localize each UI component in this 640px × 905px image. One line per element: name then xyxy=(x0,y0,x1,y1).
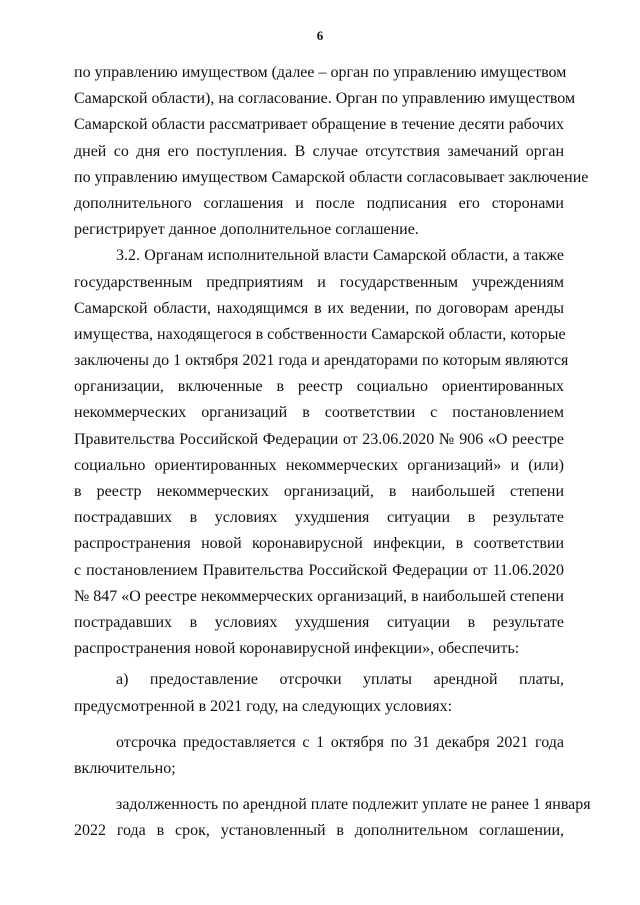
text-line: 2022 года в срок, установленный в дополнительном соглашении, xyxy=(74,822,564,840)
text-line: дополнительного соглашения и после подписания его сторонами xyxy=(74,194,564,212)
document-body xyxy=(74,60,591,844)
text-line: с постановлением Правительства Российской Федерации от 11.06.2020 xyxy=(74,561,564,579)
text-line: по управлению имуществом (далее – орган по управлению имуществом xyxy=(74,64,567,81)
text-line: Самарской области рассматривает обращение в течение десяти рабочих xyxy=(74,116,564,134)
text-line: отсрочка предоставляется с 1 октября по 31 декабря 2021 года xyxy=(116,733,564,751)
text-line: некоммерческих организаций в соответствии с постановлением xyxy=(74,404,564,422)
text-line: имущества, находящегося в собственности Самарской области, которые xyxy=(74,325,566,343)
text-line: предусмотренной в 2021 году, на следующих условиях: xyxy=(74,697,453,715)
text-line: в реестр некоммерческих организаций, в наибольшей степени xyxy=(74,483,564,500)
text-line: Правительства Российской Федерации от 23.06.2020 № 906 «О реестре xyxy=(74,430,564,448)
text-line: Самарской области, находящимся в их ведении, по договорам аренды xyxy=(74,299,564,317)
text-line: задолженность по арендной плате подлежит уплате не ранее 1 января xyxy=(116,796,591,814)
text-line: распространения новой коронавирусной инфекции, в соответствии xyxy=(74,535,564,553)
text-line: Самарской области), на согласование. Орган по управлению имуществом xyxy=(74,90,576,108)
text-line: заключены до 1 октября 2021 года и арендаторами по которым являются xyxy=(74,352,569,370)
text-line: государственным предприятиям и государственным учреждениям xyxy=(74,273,564,291)
text-line: пострадавших в условиях ухудшения ситуации в результате xyxy=(74,509,564,527)
item-a-first-line: а) предоставление отсрочки уплаты арендной платы, xyxy=(116,671,564,689)
text-line: включительно; xyxy=(74,759,176,777)
text-line: социально ориентированных некоммерческих организаций» и (или) xyxy=(74,456,564,474)
text-line: дней со дня его поступления. В случае отсутствия замечаний орган xyxy=(74,142,564,160)
text-line: по управлению имуществом Самарской области согласовывает заключение xyxy=(74,168,589,186)
page-number: 6 xyxy=(316,28,324,43)
text-line: регистрирует данное дополнительное соглашение. xyxy=(74,221,419,239)
text-line: организации, включенные в реестр социально ориентированных xyxy=(74,378,564,396)
clause-3-2-first-line: 3.2. Органам исполнительной власти Самарской области, а также xyxy=(116,247,564,265)
text-line: № 847 «О реестре некоммерческих организаций, в наибольшей степени xyxy=(74,587,564,605)
text-line: пострадавших в условиях ухудшения ситуации в результате xyxy=(74,613,564,631)
text-line: распространения новой коронавирусной инфекции», обеспечить: xyxy=(74,640,520,658)
